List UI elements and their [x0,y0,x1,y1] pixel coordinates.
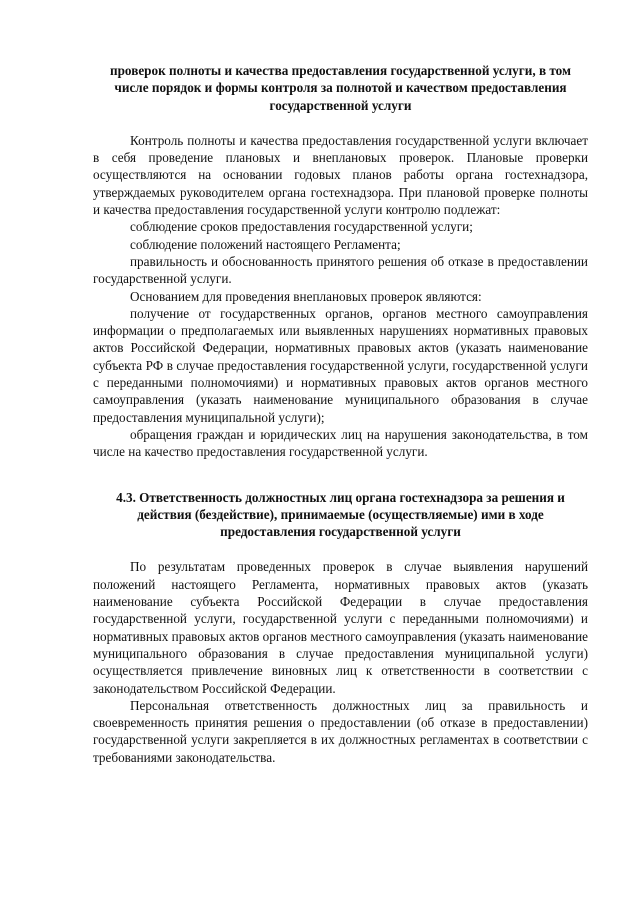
list-item: правильность и обоснованность принятого решения об отказе в предоставлении государственной услуги. [93,253,588,287]
list-item: соблюдение положений настоящего Регламента; [130,236,401,252]
paragraph: Персональная ответственность должностных лиц за правильность и своевременность принятия решения о предоставлении (об отказе в предоставлении) государственной услуги закрепляется в их должностных регламентах в соответствии с требованиями законодательства. [93,697,588,765]
section-heading-control: проверок полноты и качества предоставления государственной услуги, в том числе порядок и формы контроля за полнотой и качеством предоставления государственной услуги [110,63,571,113]
section-heading-4-3: 4.3. Ответственность должностных лиц органа гостехнадзора за решения и действия (бездействие), принимаемые (осуществляемые) ими в ходе предоставления государственной услуги [116,489,565,540]
section-body-4-3 [93,558,588,766]
list-item: получение от государственных органов, органов местного самоуправления информации о предполагаемых или выявленных нарушениях нормативных правовых актов Российской Федерации, нормативных правовых актов (указать наименование субъекта РФ в случае предоставления государственной услуги, государственной услуги с переданными полномочиями) и нормативных правовых актов органов местного самоуправления (указать наименование муниципального образования в случае предоставления муниципальной услуги); [93,305,588,425]
spacer [93,114,588,132]
list-item: обращения граждан и юридических лиц на нарушения законодательства, в том числе на качество предоставления государственной услуги. [93,426,588,460]
list-item: соблюдение сроков предоставления государственной услуги; [130,219,473,235]
paragraph: По результатам проведенных проверок в случае выявления нарушений положений настоящего Регламента, нормативных правовых актов (указать наименование субъекта Российской Федерации в случае предоставления государственной услуги, государственной услуги с переданными полномочиями) и нормативных правовых актов органов местного самоуправления (указать наименование муниципального образования в случае предоставления муниципальной услуги) осуществляется привлечение виновных лиц к ответственности в соответствии с законодательством Российской Федерации. [93,559,588,696]
spacer [93,461,588,489]
spacer [93,540,588,558]
section-body-control [93,132,588,461]
paragraph: Основанием для проведения внеплановых проверок являются: [130,288,482,304]
paragraph: Контроль полноты и качества предоставления государственной услуги включает в себя проведение плановых и внеплановых проверок. Плановые проверки осуществляются на основании годовых планов работы органа гостехнадзора, утверждаемых руководителем органа гостехнадзора. При плановой проверке полноты и качества предоставления государственной услуги контролю подлежат: [93,132,588,218]
